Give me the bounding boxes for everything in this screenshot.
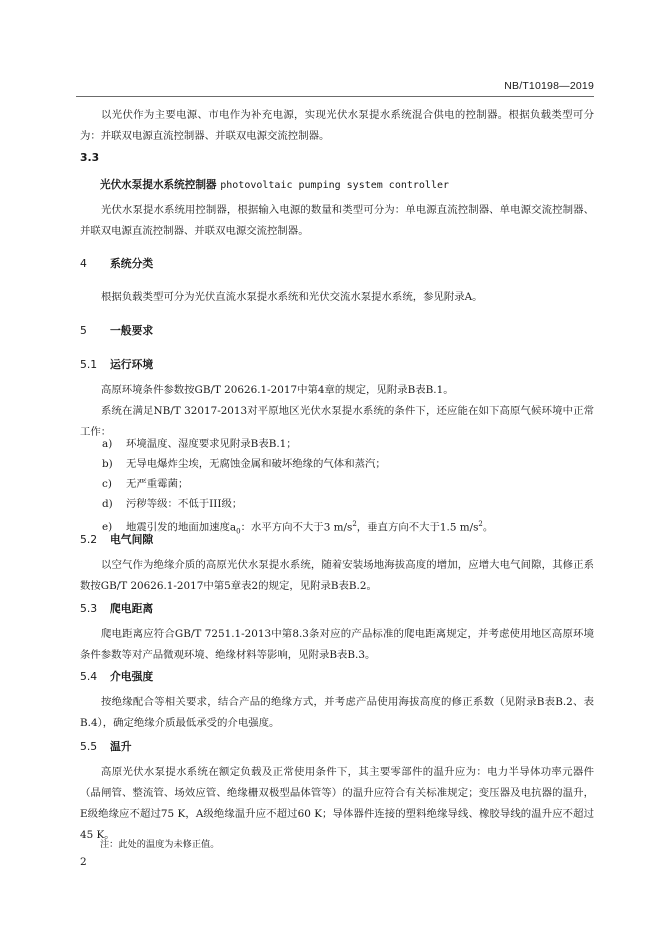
clause-3-3-number: 3.3 [80,151,100,164]
term-chinese: 光伏水泵提水系统控制器 [100,179,217,191]
list-item-e: e) 地震引发的地面加速度$a_0$：水平方向不大于3 $m/s^2$，垂直方向不大于1.5 $m/s^2$。 [102,520,494,536]
clause-5-5-body: 高原光伏水泵提水系统在额定负载及正常使用条件下，其主要零部件的温升应为：电力半导体功率元器件（晶闸管、整流管、场效应管、绝缘栅双极型晶体管等）的温升应符合有关标准规定；变压器及电抗器的温升，E级绝缘应不超过75 K，A级绝缘温升应不超过60 K；导体器件连接的塑料绝缘导线、橡胶导线的温升应不超过45 K。 [80,766,594,841]
standard-number: NB/T10198—2019 [504,80,594,92]
clause-5-4-heading: 5.4 介电强度 [80,670,154,683]
clause-5-4-body: 按绝缘配合等相关要求，结合产品的绝缘方式，并考虑产品使用海拔高度的修正系数（见附录B表B.2、表B.4），确定绝缘介质最低承受的介电强度。 [80,696,594,729]
section-4-heading: 4 系统分类 [80,257,154,270]
list-item-b: b) 无导电爆炸尘埃，无腐蚀金属和破坏绝缘的气体和蒸汽； [102,458,386,470]
header-rule [76,96,594,97]
intro-paragraph: 以光伏作为主要电源、市电作为补充电源，实现光伏水泵提水系统混合供电的控制器。根据负载类型可分为：并联双电源直流控制器、并联双电源交流控制器。 [80,109,594,142]
list-item-d: d) 污秽等级：不低于III级； [102,498,243,510]
section-4-body: 根据负载类型可分为光伏直流水泵提水系统和光伏交流水泵提水系统，参见附录A。 [101,291,483,303]
page-number: 2 [80,856,87,868]
clause-3-3-term [100,177,449,192]
clause-5-2-body: 以空气作为绝缘介质的高原光伏水泵提水系统，随着安装场地海拔高度的增加，应增大电气间隙，其修正系数按GB/T 20626.1-2017中第5章表2的规定，见附录B表B.2。 [80,559,594,592]
clause-5-1-para-2: 系统在满足NB/T 32017-2013对平原地区光伏水泵提水系统的条件下，还应能在如下高原气候环境中正常工作： [80,405,594,438]
clause-5-2-heading: 5.2 电气间隙 [80,533,154,546]
section-5-heading: 5 一般要求 [80,324,154,337]
clause-5-3-body: 爬电距离应符合GB/T 7251.1-2013中第8.3条对应的产品标准的爬电距离规定，并考虑使用地区高原环境条件参数等对产品微观环境、绝缘材料等影响，见附录B表B.3。 [80,628,594,661]
term-english: photovoltaic pumping system controller [220,180,450,191]
clause-5-1-para-1: 高原环境条件参数按GB/T 20626.1-2017中第4章的规定，见附录B表B.1。 [101,384,454,396]
clause-5-3-heading: 5.3 爬电距离 [80,602,154,615]
list-item-a: a) 环境温度、湿度要求见附录B表B.1； [102,438,297,450]
clause-5-5-note: 注：此处的温度为未修正值。 [100,839,220,850]
clause-3-3-body: 光伏水泵提水系统用控制器，根据输入电源的数量和类型可分为：单电源直流控制器、单电源交流控制器、并联双电源直流控制器、并联双电源交流控制器。 [80,204,594,237]
list-item-c: c) 无严重霉菌； [102,478,189,490]
clause-5-1-heading: 5.1 运行环境 [80,358,154,371]
clause-5-5-heading: 5.5 温升 [80,740,132,753]
